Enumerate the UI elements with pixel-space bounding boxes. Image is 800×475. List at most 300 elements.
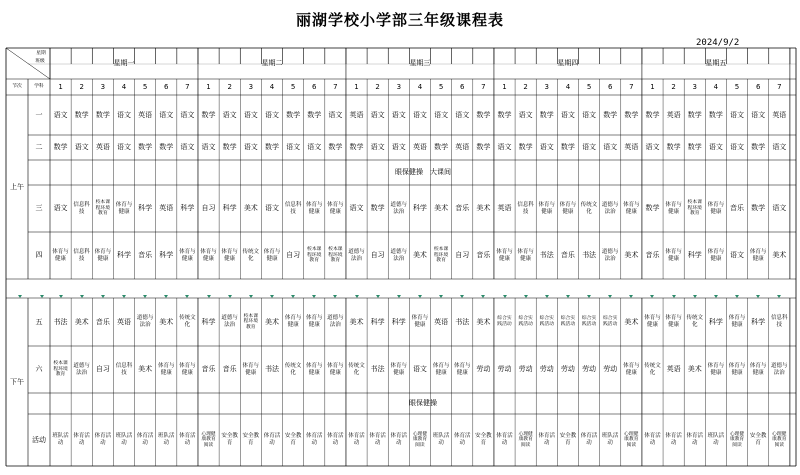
period-number: 3 (396, 82, 402, 91)
filter-arrow-icon[interactable] (481, 295, 485, 298)
timetable-cell: 语文 (412, 110, 427, 119)
timetable-cell: 体育与健康 (517, 248, 534, 262)
timetable-cell: 科学 (138, 204, 153, 212)
corner-class-label: 班级 (35, 58, 45, 64)
timetable-cell: 英语 (138, 110, 153, 119)
filter-arrow-icon[interactable] (418, 295, 422, 298)
timetable-cell: 体育与健康 (94, 248, 112, 262)
timetable-cell: 校本课程环境教育 (243, 313, 259, 330)
timetable-cell: 综合实践活动 (581, 316, 597, 327)
day-header: 星期二 (261, 59, 283, 67)
timetable-cell: 语文 (730, 251, 745, 259)
timetable-cell: 数学 (222, 143, 237, 151)
timetable-cell: 语文 (772, 143, 787, 151)
day-header: 星期五 (705, 59, 727, 67)
timetable-cell: 美术 (624, 317, 639, 326)
timetable-cell: 音乐 (645, 251, 660, 259)
timetable-cell: 校本课程环境教育 (53, 361, 68, 378)
timetable-cell: 安全教育 (749, 433, 767, 446)
timetable-cell: 信息科技 (771, 315, 788, 328)
timetable-cell: 英语 (624, 143, 639, 151)
timetable-cell: 音乐 (95, 317, 110, 326)
timetable-cell: 数学 (138, 143, 153, 151)
timetable-cell: 语文 (243, 110, 258, 119)
timetable-cell: 数学 (708, 110, 723, 119)
timetable-cell: 语文 (518, 110, 533, 119)
timetable-cell: 道德与法治 (390, 201, 408, 215)
timetable-cell: 语文 (307, 143, 322, 151)
timetable-cell: 语文 (751, 110, 766, 119)
corner-weekday-label: 星期 (36, 50, 46, 56)
timetable-cell: 体育与健康 (411, 315, 429, 328)
filter-arrow-icon[interactable] (80, 295, 84, 298)
timetable-cell: 班队活动 (707, 433, 725, 446)
timetable-cell: 美术 (476, 317, 491, 326)
timetable-cell: 英语 (159, 204, 174, 212)
timetable-cell: 体育活动 (327, 433, 344, 446)
timetable-cell: 体育与健康 (327, 201, 344, 215)
filter-arrow-icon[interactable] (355, 295, 359, 298)
timetable-cell: 道德与法治 (221, 315, 238, 328)
timetable-cell: 道德与法治 (390, 248, 408, 262)
timetable-cell: 体育与健康 (432, 362, 450, 376)
timetable-cell: 语文 (434, 110, 449, 119)
timetable-cell: 语文 (708, 143, 723, 151)
period-number: 4 (269, 82, 275, 91)
filter-arrow-icon[interactable] (545, 295, 549, 298)
timetable-cell: 美术 (138, 365, 153, 373)
filter-arrow-icon[interactable] (376, 295, 380, 298)
timetable-cell: 体育与健康 (749, 362, 767, 376)
timetable-cell: 体育活动 (348, 433, 365, 446)
timetable-cell: 语文 (772, 204, 787, 212)
day-header: 星期一 (113, 59, 135, 67)
timetable-cell: 体育活动 (73, 433, 90, 446)
timetable-cell: 体育与健康 (559, 201, 577, 215)
timetable-cell: 体育与健康 (390, 362, 408, 376)
filter-arrow-icon[interactable] (460, 295, 464, 298)
period-number: 1 (354, 82, 359, 91)
filter-arrow-icon[interactable] (629, 295, 633, 298)
timetable-cell: 传统文化 (644, 362, 661, 376)
filter-arrow-icon[interactable] (650, 295, 654, 298)
timetable-cell: 科学 (751, 317, 766, 326)
filter-arrow-icon[interactable] (397, 295, 401, 298)
timetable-cell: 科学 (391, 317, 406, 326)
timetable-cell: 书法 (582, 251, 597, 259)
timetable-cell: 信息科技 (73, 248, 90, 262)
timetable-cell: 体育与健康 (707, 362, 725, 376)
timetable-cell: 英语 (455, 143, 470, 151)
timetable-cell: 美术 (74, 317, 89, 326)
timetable-cell: 心理健康教育阅读 (518, 431, 533, 448)
period-number: 1 (650, 82, 655, 91)
period-number: 2 (671, 82, 676, 91)
timetable-cell: 道德与法治 (73, 362, 90, 376)
timetable-cell: 语文 (116, 110, 131, 119)
timetable-cell: 自习 (95, 365, 110, 373)
timetable-cell: 体育活动 (453, 433, 471, 446)
timetable-cell: 体育活动 (179, 433, 196, 446)
timetable-cell: 传统文化 (348, 362, 365, 376)
period-number: 5 (290, 82, 296, 91)
timetable-cell: 体育与健康 (221, 248, 238, 262)
timetable-cell: 科学 (159, 251, 174, 259)
filter-arrow-icon[interactable] (756, 295, 760, 298)
period-number: 4 (713, 82, 719, 91)
timetable-cell: 科学 (412, 204, 427, 212)
timetable-cell: 语文 (116, 143, 131, 151)
timetable-cell: 班队活动 (601, 433, 619, 446)
timetable-cell: 美术 (159, 317, 174, 326)
timetable-cell: 体育与健康 (284, 315, 302, 328)
timetable-cell: 劳动 (476, 365, 491, 373)
timetable-cell: 数学 (74, 110, 89, 119)
period-number: 6 (755, 82, 761, 91)
timetable-cell: 道德与法治 (348, 248, 365, 262)
period-header-label: 节次 (12, 84, 22, 90)
filter-arrow-icon[interactable] (312, 295, 316, 298)
timetable-cell: 体育活动 (369, 433, 386, 446)
timetable-cell: 语文 (497, 143, 512, 151)
timetable-cell: 班队活动 (157, 433, 175, 446)
timetable-cell: 语文 (180, 110, 195, 119)
timetable-cell: 体育与健康 (200, 248, 217, 262)
filter-arrow-icon[interactable] (291, 295, 295, 298)
timetable-cell: 心理健康教育阅读 (772, 431, 787, 448)
timetable-cell: 书法 (53, 317, 68, 326)
page-title: 丽湖学校小学部三年级课程表 (295, 11, 504, 29)
timetable-cell: 心理健康教育阅读 (201, 431, 216, 448)
period-number: 1 (206, 82, 211, 91)
timetable-cell: 语文 (328, 110, 343, 119)
timetable-cell: 体育活动 (136, 433, 154, 446)
subject-header-label: 学科 (34, 84, 44, 90)
schedule-date: 2024/9/2 (696, 38, 740, 48)
timetable-cell: 综合实践活动 (602, 316, 618, 327)
timetable-cell: 美术 (264, 317, 279, 326)
timetable-cell: 数学 (687, 110, 702, 119)
row-label: 六 (35, 365, 43, 373)
session-morning-label: 上午 (10, 182, 24, 191)
row-label: 一 (35, 110, 43, 119)
timetable-cell: 自习 (370, 251, 385, 259)
timetable-cell: 数学 (264, 143, 279, 151)
filter-arrow-icon[interactable] (270, 295, 274, 298)
timetable-cell: 数学 (751, 143, 766, 151)
timetable-cell: 数学 (560, 143, 575, 151)
timetable-cell: 综合实践活动 (560, 316, 576, 327)
filter-arrow-icon[interactable] (59, 295, 63, 298)
morning-break-note: 眼保健操 大课间 (395, 168, 451, 176)
filter-arrow-icon[interactable] (122, 295, 126, 298)
timetable-cell: 体育活动 (644, 433, 661, 446)
timetable-cell: 数学 (201, 110, 216, 119)
timetable-cell: 体育与健康 (644, 315, 661, 328)
timetable-cell: 安全教育 (284, 433, 302, 446)
timetable-cell: 自习 (286, 251, 301, 259)
timetable-cell: 综合实践活动 (539, 316, 554, 327)
timetable-cell: 美术 (476, 204, 491, 212)
timetable-cell: 音乐 (560, 251, 575, 259)
timetable-cell: 英语 (497, 204, 512, 212)
row-label: 四 (35, 251, 43, 259)
timetable-cell: 心理健康教育阅读 (624, 431, 639, 448)
period-number: 3 (692, 82, 697, 91)
timetable-cell: 语文 (53, 110, 68, 119)
timetable-cell: 书法 (264, 365, 279, 373)
timetable-cell: 道德与法治 (601, 248, 619, 262)
day-header: 星期三 (409, 59, 431, 67)
timetable-cell: 数学 (95, 110, 110, 119)
timetable-cell: 数学 (307, 110, 322, 119)
timetable-cell: 信息科技 (115, 362, 133, 376)
timetable-cell: 数学 (518, 143, 533, 151)
timetable-cell: 语文 (264, 110, 279, 119)
timetable-cell: 美术 (772, 251, 787, 259)
timetable-cell: 语文 (582, 110, 597, 119)
timetable-cell: 数学 (751, 204, 766, 212)
row-label: 三 (35, 204, 43, 212)
timetable-cell: 书法 (455, 317, 470, 326)
timetable-cell: 体育与健康 (707, 201, 725, 215)
timetable-cell: 语文 (243, 143, 258, 151)
timetable-cell: 美术 (243, 204, 258, 212)
timetable-cell: 体育与健康 (728, 362, 746, 376)
timetable-cell: 体育与健康 (305, 362, 323, 376)
timetable-cell: 音乐 (730, 204, 745, 212)
filter-arrow-icon[interactable] (228, 295, 232, 298)
period-number: 7 (333, 82, 338, 91)
timetable-cell: 科学 (708, 317, 723, 326)
timetable-cell: 自习 (201, 204, 216, 212)
filter-arrow-icon[interactable] (143, 295, 147, 298)
timetable-cell: 语文 (603, 143, 618, 151)
timetable-cell: 体育与健康 (496, 248, 513, 262)
timetable-cell: 体育与健康 (453, 362, 471, 376)
filter-arrow-icon[interactable] (333, 295, 337, 298)
timetable-cell: 体育与健康 (728, 315, 746, 328)
timetable-cell: 语文 (370, 110, 385, 119)
timetable-cell: 心理健康教育阅读 (729, 431, 745, 448)
timetable-cell: 传统文化 (580, 201, 598, 215)
timetable-cell: 劳动 (497, 365, 512, 373)
timetable-cell: 体育与健康 (305, 201, 323, 215)
period-number: 5 (586, 82, 592, 91)
filter-arrow-icon[interactable] (608, 295, 612, 298)
timetable-cell: 数学 (328, 143, 343, 151)
timetable-cell: 英语 (434, 317, 449, 326)
period-number: 1 (58, 82, 63, 91)
filter-arrow-icon[interactable] (672, 295, 676, 298)
timetable-cell: 道德与法治 (771, 362, 788, 376)
session-afternoon-label: 下午 (10, 377, 24, 386)
timetable-cell: 体育与健康 (538, 201, 556, 215)
timetable-cell: 数学 (286, 110, 301, 119)
timetable-cell: 班队活动 (52, 433, 69, 446)
timetable-cell: 书法 (539, 251, 554, 259)
timetable-cell: 信息科技 (517, 201, 534, 215)
timetable-cell: 心理健康教育阅读 (412, 431, 428, 448)
timetable-cell: 班队活动 (432, 433, 450, 446)
timetable-cell: 道德与法治 (601, 201, 619, 215)
period-number: 4 (417, 82, 423, 91)
filter-arrow-icon[interactable] (503, 295, 507, 298)
period-number: 3 (544, 82, 550, 91)
period-number: 2 (523, 82, 528, 91)
timetable-cell: 体育活动 (665, 433, 682, 446)
filter-arrow-icon[interactable] (101, 295, 105, 298)
period-number: 6 (164, 82, 169, 91)
timetable-cell: 语文 (560, 110, 575, 119)
filter-arrow-icon[interactable] (777, 295, 781, 298)
period-number: 5 (734, 82, 740, 91)
timetable-cell: 信息科技 (73, 201, 90, 215)
timetable-cell: 音乐 (476, 251, 491, 259)
timetable-cell: 语文 (222, 110, 237, 119)
timetable-cell: 体育与健康 (749, 248, 767, 262)
timetable-cell: 数学 (645, 204, 660, 212)
timetable-cell: 美术 (687, 365, 702, 373)
timetable-cell: 语文 (180, 143, 195, 151)
filter-arrow-icon[interactable] (693, 295, 697, 298)
timetable-cell: 美术 (434, 204, 449, 212)
timetable-cell: 英语 (666, 365, 681, 373)
timetable-cell: 体育与健康 (263, 248, 281, 262)
filter-arrow-icon[interactable] (207, 295, 211, 298)
day-header: 星期四 (557, 59, 579, 67)
period-number: 6 (459, 82, 465, 91)
timetable-cell: 语文 (391, 143, 406, 151)
timetable-cell: 音乐 (138, 251, 153, 259)
filter-arrow-icon[interactable] (439, 295, 443, 298)
timetable-cell: 科学 (201, 317, 216, 326)
timetable-cell: 语文 (159, 110, 174, 119)
timetable-cell: 劳动 (560, 365, 575, 373)
timetable-cell: 数学 (370, 204, 385, 212)
timetable-cell: 体育与健康 (623, 362, 640, 376)
timetable-cell: 传统文化 (284, 362, 302, 376)
timetable-cell: 班队活动 (115, 433, 133, 446)
timetable-cell: 自习 (455, 251, 470, 259)
period-number: 2 (375, 82, 380, 91)
row-label: 五 (35, 317, 43, 326)
period-number: 2 (227, 82, 232, 91)
timetable-cell: 劳动 (518, 365, 533, 373)
filter-arrow-icon[interactable] (524, 295, 528, 298)
timetable-cell: 道德与法治 (327, 315, 344, 328)
timetable-cell: 体育与健康 (115, 201, 133, 215)
timetable-cell: 体育与健康 (665, 201, 682, 215)
period-number: 7 (481, 82, 486, 91)
timetable-cell: 音乐 (222, 365, 237, 373)
row-label: 二 (35, 143, 43, 151)
timetable-cell: 英语 (116, 317, 131, 326)
timetable-cell: 数学 (624, 110, 639, 119)
timetable-cell: 语文 (730, 143, 745, 151)
timetable-cell: 语文 (370, 143, 385, 151)
timetable-cell: 数学 (666, 143, 681, 151)
timetable-cell: 语文 (455, 110, 470, 119)
timetable-cell: 体育活动 (305, 433, 323, 446)
timetable-cell: 美术 (624, 251, 639, 259)
period-number: 6 (607, 82, 613, 91)
timetable-cell: 英语 (349, 110, 364, 119)
timetable-cell: 英语 (412, 143, 427, 151)
timetable-cell: 数学 (476, 110, 491, 119)
timetable-cell: 体育与健康 (179, 248, 196, 262)
timetable-cell: 科学 (180, 204, 195, 212)
period-number: 7 (629, 82, 634, 91)
filter-arrow-icon[interactable] (185, 295, 189, 298)
timetable-cell: 传统文化 (242, 248, 260, 262)
timetable-cell: 数学 (159, 143, 174, 151)
timetable-cell: 体育与健康 (179, 362, 196, 376)
period-number: 3 (100, 82, 106, 91)
filter-arrow-icon[interactable] (18, 295, 22, 298)
timetable-cell: 安全教育 (221, 433, 238, 446)
timetable-cell: 体育活动 (94, 433, 112, 446)
timetable-cell: 校本课程环境教育 (687, 200, 702, 217)
filter-arrow-icon[interactable] (587, 295, 591, 298)
timetable-cell: 科学 (370, 317, 385, 326)
timetable-cell: 校本课程环境教育 (307, 247, 322, 264)
filter-arrow-icon[interactable] (164, 295, 168, 298)
period-number: 2 (79, 82, 84, 91)
timetable-cell: 校本课程环境教育 (328, 247, 343, 264)
timetable-cell: 数学 (53, 143, 68, 151)
timetable-cell: 数学 (434, 143, 449, 151)
filter-arrow-icon[interactable] (714, 295, 718, 298)
timetable-cell: 传统文化 (686, 315, 703, 328)
filter-arrow-icon[interactable] (249, 295, 253, 298)
timetable-cell: 语文 (730, 110, 745, 119)
timetable-cell: 语文 (412, 365, 427, 373)
timetable-cell: 音乐 (201, 365, 216, 373)
period-number: 5 (142, 82, 148, 91)
timetable-cell: 数学 (603, 110, 618, 119)
timetable-cell: 语文 (645, 143, 660, 151)
timetable-cell: 体育与健康 (707, 248, 725, 262)
timetable-cell: 安全教育 (559, 433, 577, 446)
timetable-cell: 体育与健康 (327, 362, 344, 376)
timetable-cell: 科学 (222, 204, 237, 212)
timetable-cell: 语文 (286, 143, 301, 151)
timetable-cell: 体育活动 (580, 433, 598, 446)
filter-arrow-icon[interactable] (566, 295, 570, 298)
period-number: 1 (502, 82, 507, 91)
timetable-cell: 体育活动 (496, 433, 513, 446)
timetable-cell: 语文 (74, 143, 89, 151)
timetable-cell: 数学 (497, 110, 512, 119)
timetable-cell: 劳动 (603, 365, 618, 373)
period-number: 7 (777, 82, 782, 91)
period-number: 4 (121, 82, 127, 91)
filter-arrow-icon[interactable] (735, 295, 739, 298)
timetable-cell: 体育与健康 (665, 248, 682, 262)
timetable-cell: 语文 (53, 204, 68, 212)
timetable-cell: 语文 (539, 143, 554, 151)
timetable-cell: 英语 (772, 110, 787, 119)
timetable-cell: 综合实践活动 (518, 316, 533, 327)
filter-arrow-icon[interactable] (40, 295, 44, 298)
timetable-cell: 数学 (349, 143, 364, 151)
timetable-cell: 语文 (264, 204, 279, 212)
timetable-cell: 数学 (476, 143, 491, 151)
timetable-cell: 体育活动 (538, 433, 556, 446)
afternoon-break-note: 眼保健操 (409, 399, 437, 407)
timetable-cell: 安全教育 (475, 433, 492, 446)
